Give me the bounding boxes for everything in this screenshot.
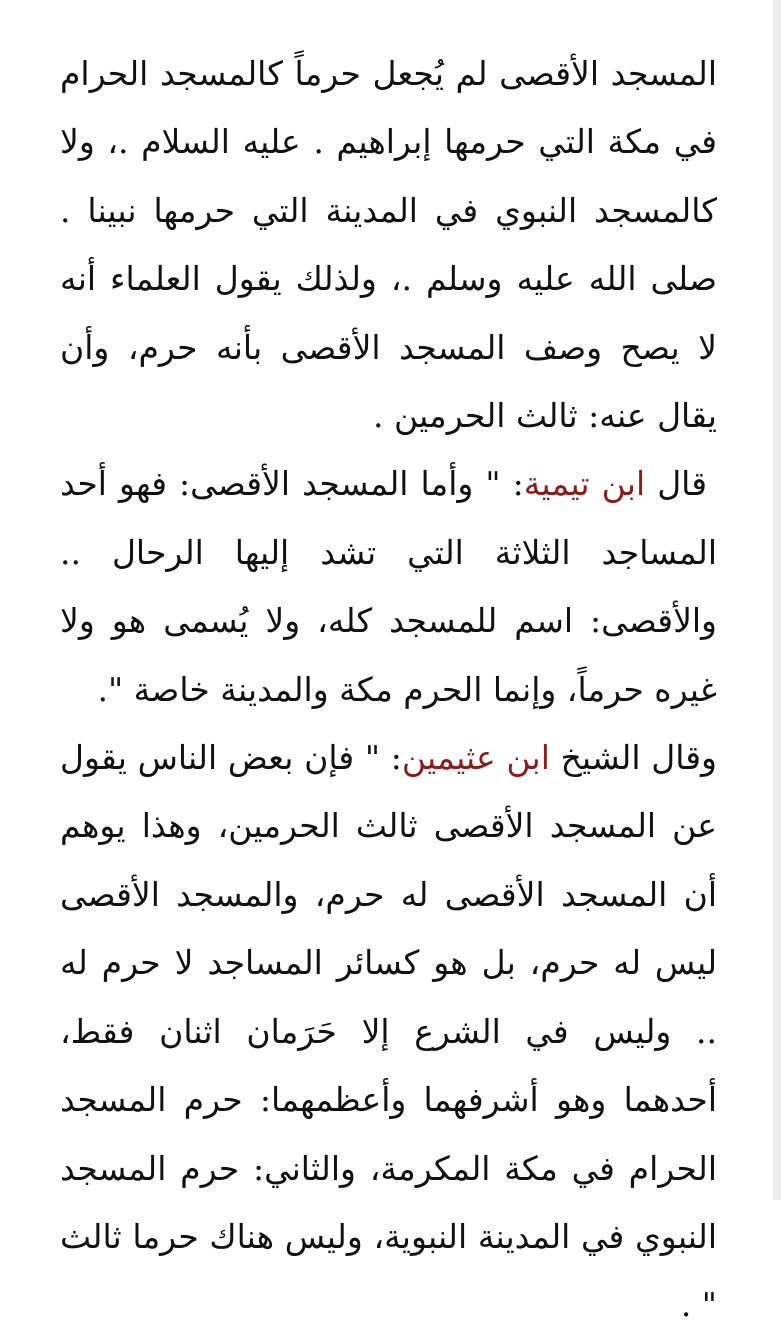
quote-text: : " وأما المسجد الأقصى: فهو أحد المساجد الثلاثة التي تشد إليها الرحال .. والأقصى: اسم للمسجد كله، ولا يُسمى هو ولا غيره حرماً، وإنما الحرم مكة والمدينة خاصة ".: [60, 464, 717, 709]
paragraph-text: وقال الشيخ: [549, 738, 717, 778]
quote-text: : " فإن بعض الناس يقول عن المسجد الأقصى ثالث الحرمين، وهذا يوهم أن المسجد الأقصى له حرم، والمسجد الأقصى ليس له حرم، بل هو كسائر المساجد لا حرم له .. وليس في الشرع إلا حَرَمان اثنان فقط، أحدهما وهو أشرفهما وأعظمهما: حرم المسجد الحرام في مكة المكرمة، والثاني: حرم المسجد النبوي في المدينة النبوية، وليس هناك حرما ثالث " .: [60, 738, 717, 1325]
paragraph-ibn-uthaymeen-quote: [60, 724, 717, 1340]
paragraph-ibn-taymiyyah-quote: [60, 450, 717, 724]
paragraph-intro: [60, 40, 717, 450]
document-text: [60, 40, 717, 1340]
scholar-name-ibn-taymiyyah: ابن تيمية: [523, 464, 646, 504]
paragraph-text: المسجد الأقصى لم يُجعل حرماً كالمسجد الحرام في مكة التي حرمها إبراهيم . عليه السلام .، ولا كالمسجد النبوي في المدينة التي حرمها نبينا . صلى الله عليه وسلم .، ولذلك يقول العلماء أنه لا يصح وصف المسجد الأقصى بأنه حرم، وأن يقال عنه: ثالث الحرمين .: [60, 54, 717, 436]
page-edge: [773, 0, 781, 1200]
paragraph-text: قال: [645, 464, 707, 504]
scholar-name-ibn-uthaymeen: ابن عثيمين: [401, 738, 550, 778]
